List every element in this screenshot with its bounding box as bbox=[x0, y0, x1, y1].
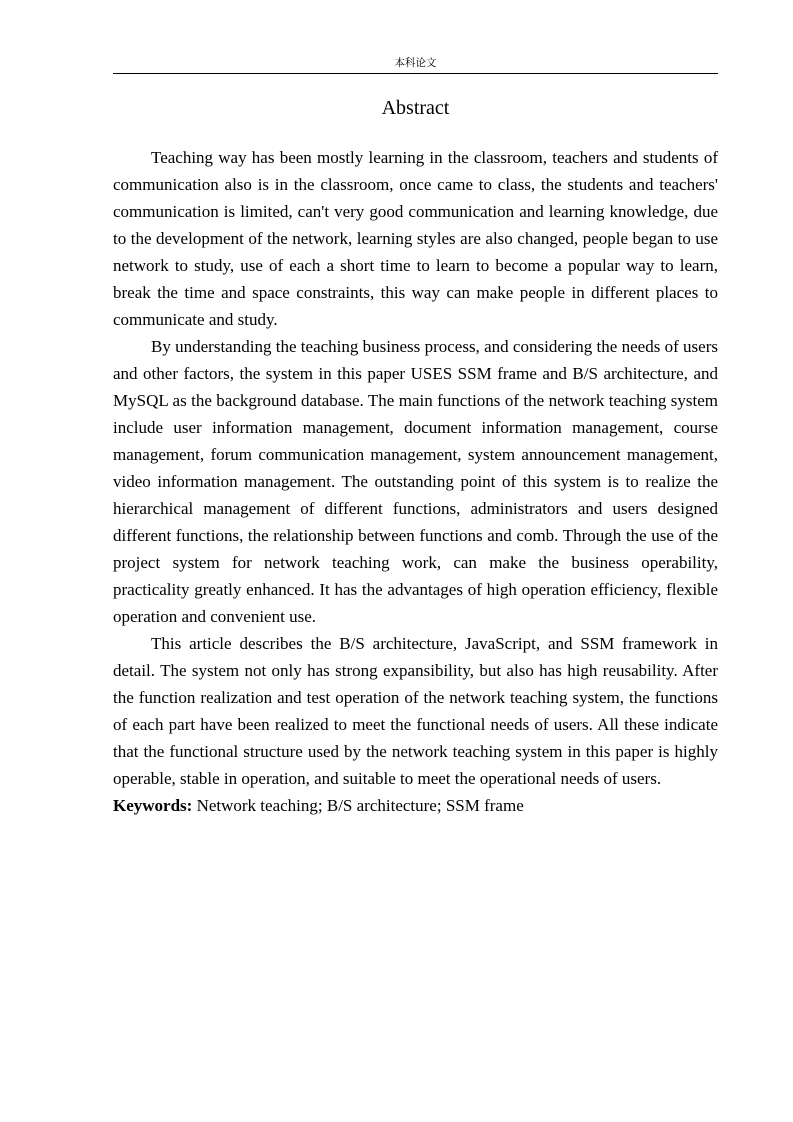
running-header: 本科论文 bbox=[394, 57, 437, 69]
keywords-text: Network teaching; B/S architecture; SSM frame bbox=[192, 796, 524, 815]
keywords-label: Keywords: bbox=[113, 796, 193, 815]
abstract-paragraph: This article describes the B/S architecture, JavaScript, and SSM framework in detail. The system not only has strong expansibility, but also has high reusability. After the function realization and test operation of the network teaching system, the functions of each part have been realized to meet the functional needs of users. All these indicate that the functional structure used by the network teaching system in this paper is highly operable, stable in operation, and suitable to meet the operational needs of users. bbox=[113, 634, 718, 788]
abstract-title: Abstract bbox=[381, 97, 450, 119]
keywords-line bbox=[113, 792, 718, 819]
abstract-body bbox=[113, 144, 718, 819]
abstract-paragraph: By understanding the teaching business process, and considering the needs of users and other factors, the system in this paper USES SSM frame and B/S architecture, and MySQL as the background database. The main functions of the network teaching system include user information management, document information management, course management, forum communication management, system announcement management, video information management. The outstanding point of this system is to realize the hierarchical management of different functions, administrators and users designed different functions, the relationship between functions and comb. Through the use of the project system for network teaching work, can make the business operability, practicality greatly enhanced. It has the advantages of high operation efficiency, flexible operation and convenient use. bbox=[113, 337, 718, 626]
abstract-paragraph: Teaching way has been mostly learning in the classroom, teachers and students of communication also is in the classroom, once came to class, the students and teachers' communication is limited, can't very good communication and learning knowledge, due to the development of the network, learning styles are also changed, people began to use network to study, use of each a short time to learn to become a popular way to learn, break the time and space constraints, this way can make people in different places to communicate and study. bbox=[113, 148, 718, 329]
header-rule bbox=[113, 73, 718, 74]
